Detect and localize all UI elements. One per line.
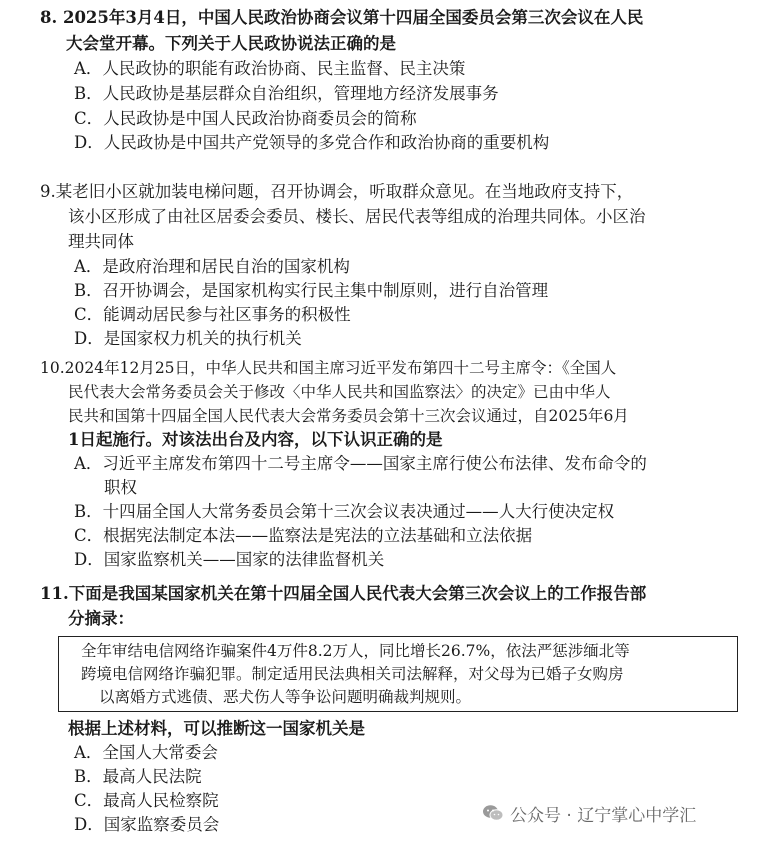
q11-option-d: D．国家监察委员会 <box>74 815 220 834</box>
material-box <box>58 636 738 712</box>
watermark-text: 公众号 · 辽宁掌心中学汇 <box>510 805 697 826</box>
q11-option-b: B．最高人民法院 <box>74 767 202 786</box>
q10-stem-line-4: 1日起施行。对该法出台及内容，以下认识正确的是 <box>68 430 443 449</box>
q8-stem-line-1: 8. 2025年3月4日，中国人民政治协商会议第十四届全国委员会第三次会议在人民 <box>40 8 644 27</box>
q9-option-a: A．是政府治理和居民自治的国家机构 <box>74 257 350 276</box>
q10-option-b: B．十四届全国人大常务委员会第十三次会议表决通过——人大行使决定权 <box>74 502 615 521</box>
q8-stem-line-2: 大会堂开幕。下列关于人民政协说法正确的是 <box>66 34 396 53</box>
q8-option-a: A．人民政协的职能有政治协商、民主监督、民主决策 <box>74 59 466 78</box>
q11-question-line: 根据上述材料，可以推断这一国家机关是 <box>68 719 365 738</box>
q8-option-d: D．人民政协是中国共产党领导的多党合作和政治协商的重要机构 <box>74 133 550 152</box>
q11-option-a: A．全国人大常委会 <box>74 743 218 762</box>
q9-option-d: D．是国家权力机关的执行机关 <box>74 329 302 348</box>
material-line-2: 跨境电信网络诈骗犯罪。制定适用民法典相关司法解释，对父母为已婚子女购房 <box>81 665 624 683</box>
wechat-icon <box>482 804 504 822</box>
q10-option-a-line-1: A．习近平主席发布第四十二号主席令——国家主席行使公布法律、发布命令的 <box>74 454 647 473</box>
q9-stem-line-2: 该小区形成了由社区居委会委员、楼长、居民代表等组成的治理共同体。小区治 <box>68 207 646 226</box>
q8-option-c: C．人民政协是中国人民政治协商委员会的简称 <box>74 109 417 128</box>
q11-stem-line-1: 11.下面是我国某国家机关在第十四届全国人民代表大会第三次会议上的工作报告部 <box>40 584 647 603</box>
q8-option-b: B．人民政协是基层群众自治组织，管理地方经济发展事务 <box>74 84 499 103</box>
q10-option-a-line-2: 职权 <box>104 478 137 497</box>
material-line-3: 以离婚方式逃债、恶犬伤人等争讼问题明确裁判规则。 <box>99 688 472 706</box>
q11-option-c: C．最高人民检察院 <box>74 791 219 810</box>
watermark <box>482 801 696 825</box>
q10-option-d: D．国家监察机关——国家的法律监督机关 <box>74 550 385 569</box>
q10-stem-line-3: 民共和国第十四届全国人民代表大会常务委员会第十三次会议通过，自2025年6月 <box>68 407 629 425</box>
material-line-1: 全年审结电信网络诈骗案件4万件8.2万人，同比增长26.7%，依法严惩涉缅北等 <box>81 642 630 660</box>
q11-stem-line-2: 分摘录： <box>68 609 134 628</box>
q9-stem-line-3: 理共同体 <box>68 232 134 251</box>
q10-option-c: C．根据宪法制定本法——监察法是宪法的立法基础和立法依据 <box>74 526 533 545</box>
q9-stem-line-1: 9.某老旧小区就加装电梯问题，召开协调会，听取群众意见。在当地政府支持下， <box>40 182 634 201</box>
q10-stem-line-1: 10.2024年12月25日，中华人民共和国主席习近平发布第四十二号主席令：《全国人 <box>40 359 617 377</box>
q9-option-c: C．能调动居民参与社区事务的积极性 <box>74 305 351 324</box>
q10-stem-line-2: 民代表大会常务委员会关于修改〈中华人民共和国监察法〉的决定》已由中华人 <box>68 383 611 401</box>
q9-option-b: B．召开协调会，是国家机构实行民主集中制原则，进行自治管理 <box>74 281 549 300</box>
